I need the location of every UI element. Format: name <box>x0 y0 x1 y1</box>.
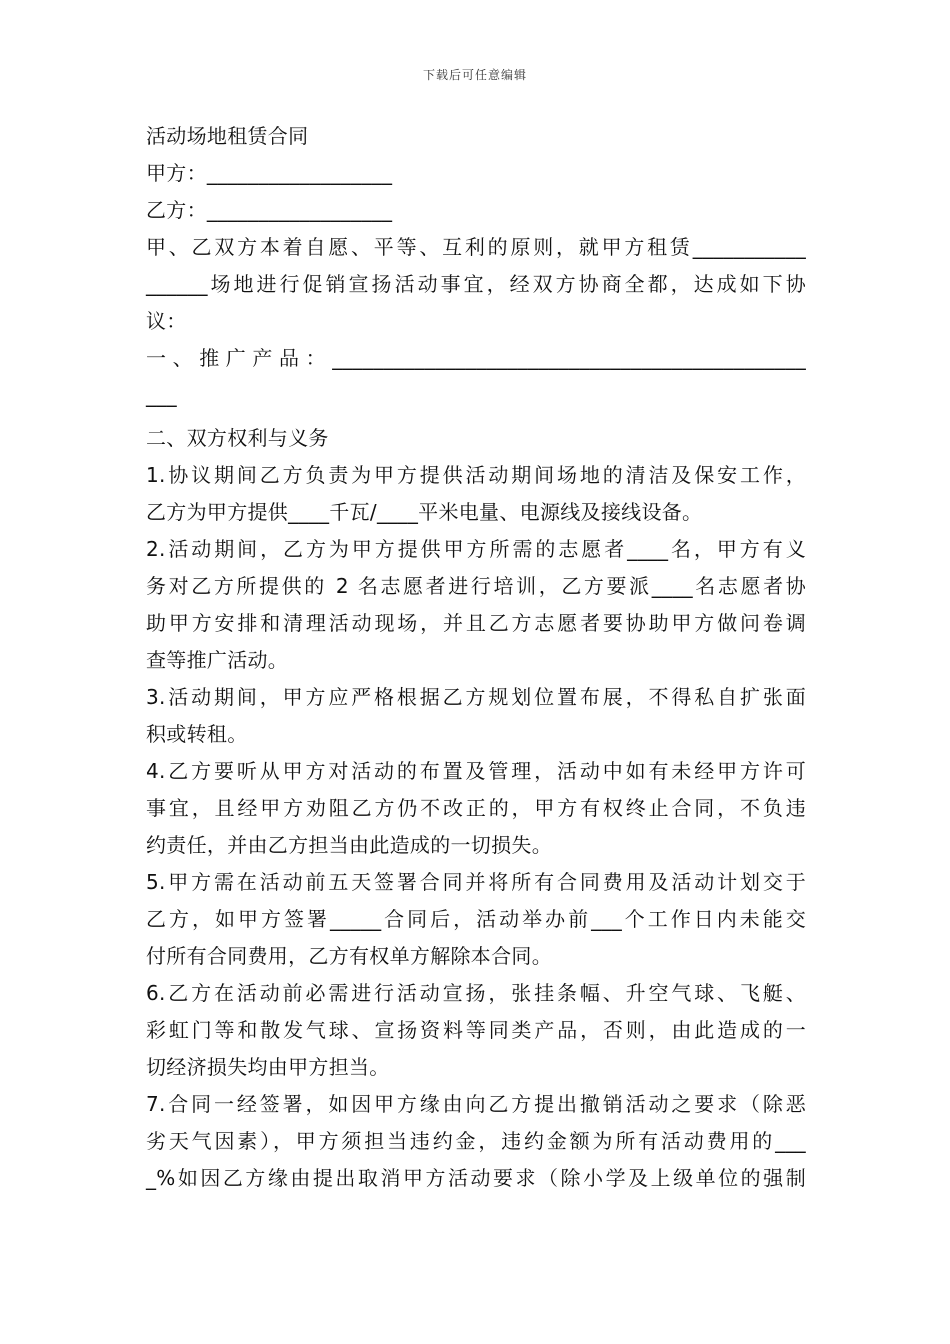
clause-line: 积或转租。 <box>146 722 248 746</box>
clause-line: 付所有合同费用，乙方有权单方解除本合同。 <box>146 944 552 968</box>
clause-line: 务对乙方所提供的 2 名志愿者进行培训，乙方要派____名志愿者协 <box>146 574 806 598</box>
clause-line: 5.甲方需在活动前五天签署合同并将所有合同费用及活动计划交于 <box>146 870 806 894</box>
clause-line: 劣天气因素），甲方须担当违约金，违约金额为所有活动费用的___ <box>146 1129 806 1153</box>
clause-line: 乙方为甲方提供____千瓦/____平米电量、电源线及接线设备。 <box>146 500 703 524</box>
clause-line: _%如因乙方缘由提出取消甲方活动要求（除小学及上级单位的强制 <box>146 1166 806 1190</box>
clause-line: 6.乙方在活动前必需进行活动宣扬，张挂条幅、升空气球、飞艇、 <box>146 981 806 1005</box>
text-line: ______场地进行促销宣扬活动事宜，经双方协商全都，达成如下协 <box>146 272 806 296</box>
clause-line: 助甲方安排和清理活动现场，并且乙方志愿者要协助甲方做问卷调 <box>146 611 806 635</box>
clause-line: 切经济损失均由甲方担当。 <box>146 1055 390 1079</box>
clause-line: 4.乙方要听从甲方对活动的布置及管理，活动中如有未经甲方许可 <box>146 759 806 783</box>
contract-body <box>146 118 806 1197</box>
clause-line: 彩虹门等和散发气球、宣扬资料等同类产品，否则，由此造成的一 <box>146 1018 806 1042</box>
text-line: 甲、乙双方本着自愿、平等、互利的原则，就甲方租赁___________ <box>146 235 806 259</box>
clause-line: 2.活动期间，乙方为甲方提供甲方所需的志愿者____名，甲方有义 <box>146 537 806 561</box>
party-a-line: 甲方：__________________ <box>146 161 393 185</box>
clause-line: 事宜，且经甲方劝阻乙方仍不改正的，甲方有权终止合同，不负违 <box>146 796 806 820</box>
section-heading: 一、推广产品：______________________________________________ <box>146 346 806 370</box>
clause-line: 乙方，如甲方签署_____合同后，活动举办前___个工作日内未能交 <box>146 907 806 931</box>
clause-line: 1.协议期间乙方负责为甲方提供活动期间场地的清洁及保安工作， <box>146 463 806 487</box>
contract-title: 活动场地租赁合同 <box>146 124 309 148</box>
clause-line: 查等推广活动。 <box>146 648 289 672</box>
page-header: 下载后可任意编辑 <box>422 68 527 82</box>
party-b-line: 乙方：__________________ <box>146 198 393 222</box>
clause-line: 3.活动期间，甲方应严格根据乙方规划位置布展，不得私自扩张面 <box>146 685 806 709</box>
text-line: ___ <box>146 383 177 407</box>
text-line: 议： <box>146 309 187 333</box>
clause-line: 7.合同一经签署，如因甲方缘由向乙方提出撤销活动之要求（除恶 <box>146 1092 806 1116</box>
section-heading: 二、双方权利与义务 <box>146 426 329 450</box>
clause-line: 约责任，并由乙方担当由此造成的一切损失。 <box>146 833 552 857</box>
